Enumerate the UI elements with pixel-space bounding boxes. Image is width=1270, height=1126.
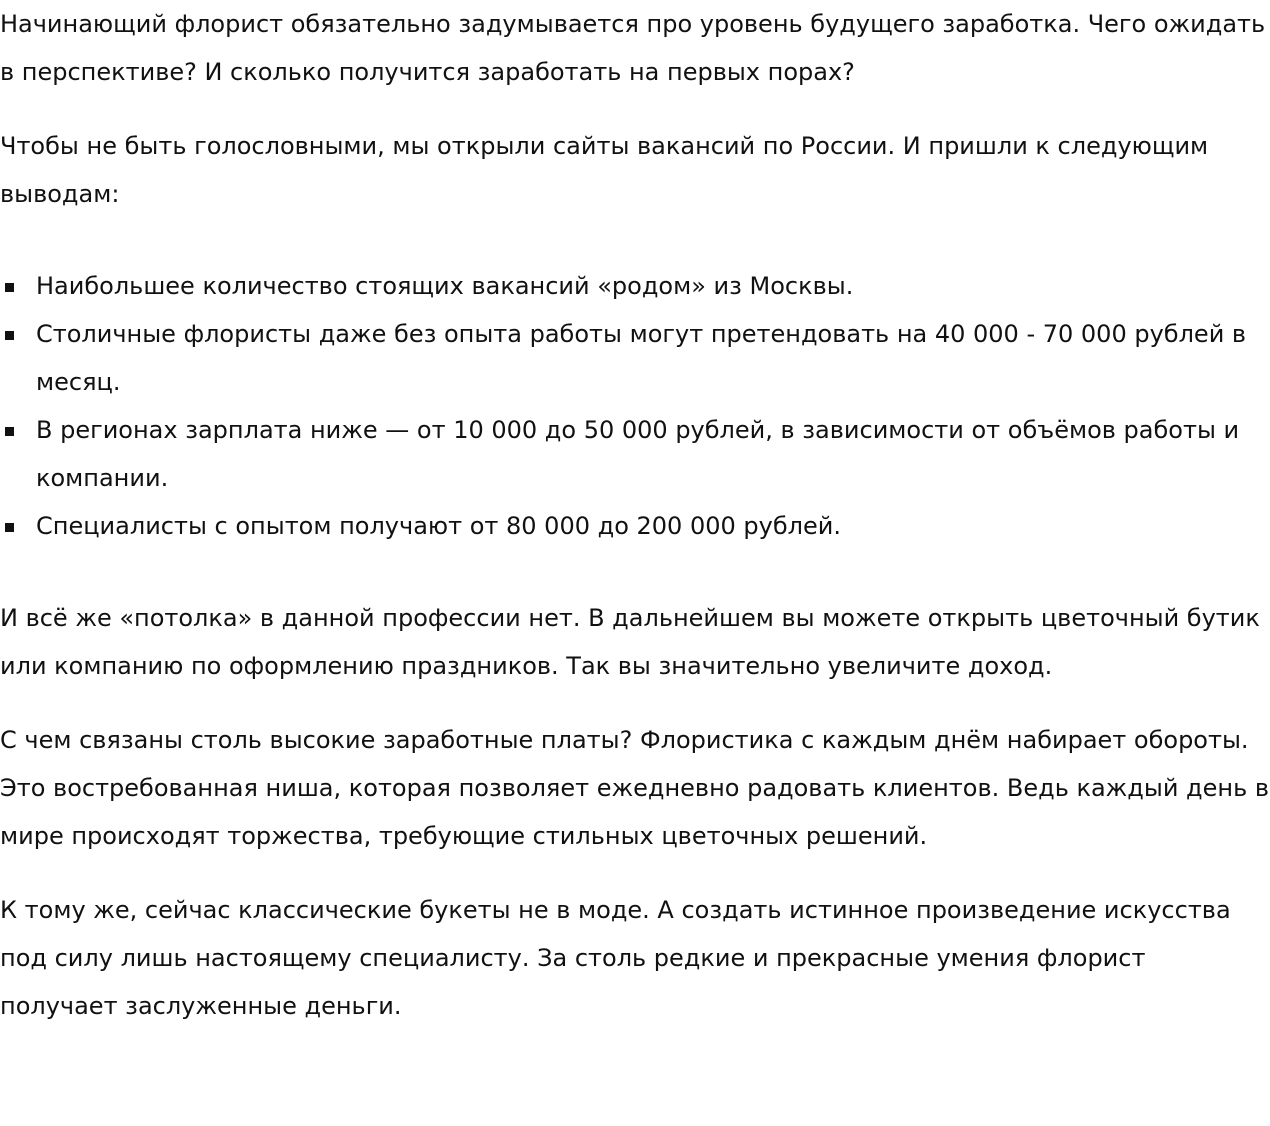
square-bullet-icon: [5, 523, 14, 532]
ceiling-paragraph: И всё же «потолка» в данной профессии нет. В дальнейшем вы можете открыть цветочный бутик или компанию по оформлению праздников. Так вы значительно увеличите доход.: [0, 604, 1260, 680]
list-item: [0, 406, 1270, 502]
list-item-text: Специалисты с опытом получают от 80 000 до 200 000 рублей.: [36, 512, 841, 540]
square-bullet-icon: [5, 427, 14, 436]
reasons-paragraph: С чем связаны столь высокие заработные платы? Флористика с каждым днём набирает обороты. Это востребованная ниша, которая позволяет ежедневно радовать клиентов. Ведь каждый день в мире происходят торжества, требующие стильных цветочных решений.: [0, 726, 1270, 850]
list-item-text: В регионах зарплата ниже — от 10 000 до 50 000 рублей, в зависимости от объёмов работы и компании.: [36, 416, 1240, 492]
findings-list: [0, 262, 1270, 550]
research-paragraph: Чтобы не быть голословными, мы открыли сайты вакансий по России. И пришли к следующим выводам:: [0, 132, 1209, 208]
list-item-text: Наибольшее количество стоящих вакансий «родом» из Москвы.: [36, 272, 854, 300]
intro-paragraph: Начинающий флорист обязательно задумывается про уровень будущего заработка. Чего ожидать в перспективе? И сколько получится заработать на первых порах?: [0, 10, 1266, 86]
square-bullet-icon: [5, 283, 14, 292]
list-item: [0, 262, 1270, 310]
list-item: [0, 310, 1270, 406]
list-item: [0, 502, 1270, 550]
trend-paragraph: К тому же, сейчас классические букеты не в моде. А создать истинное произведение искусства под силу лишь настоящему специалисту. За столь редкие и прекрасные умения флорист получает заслуженные деньги.: [0, 896, 1231, 1020]
list-item-text: Столичные флористы даже без опыта работы могут претендовать на 40 000 - 70 000 рублей в месяц.: [36, 320, 1247, 396]
square-bullet-icon: [5, 331, 14, 340]
